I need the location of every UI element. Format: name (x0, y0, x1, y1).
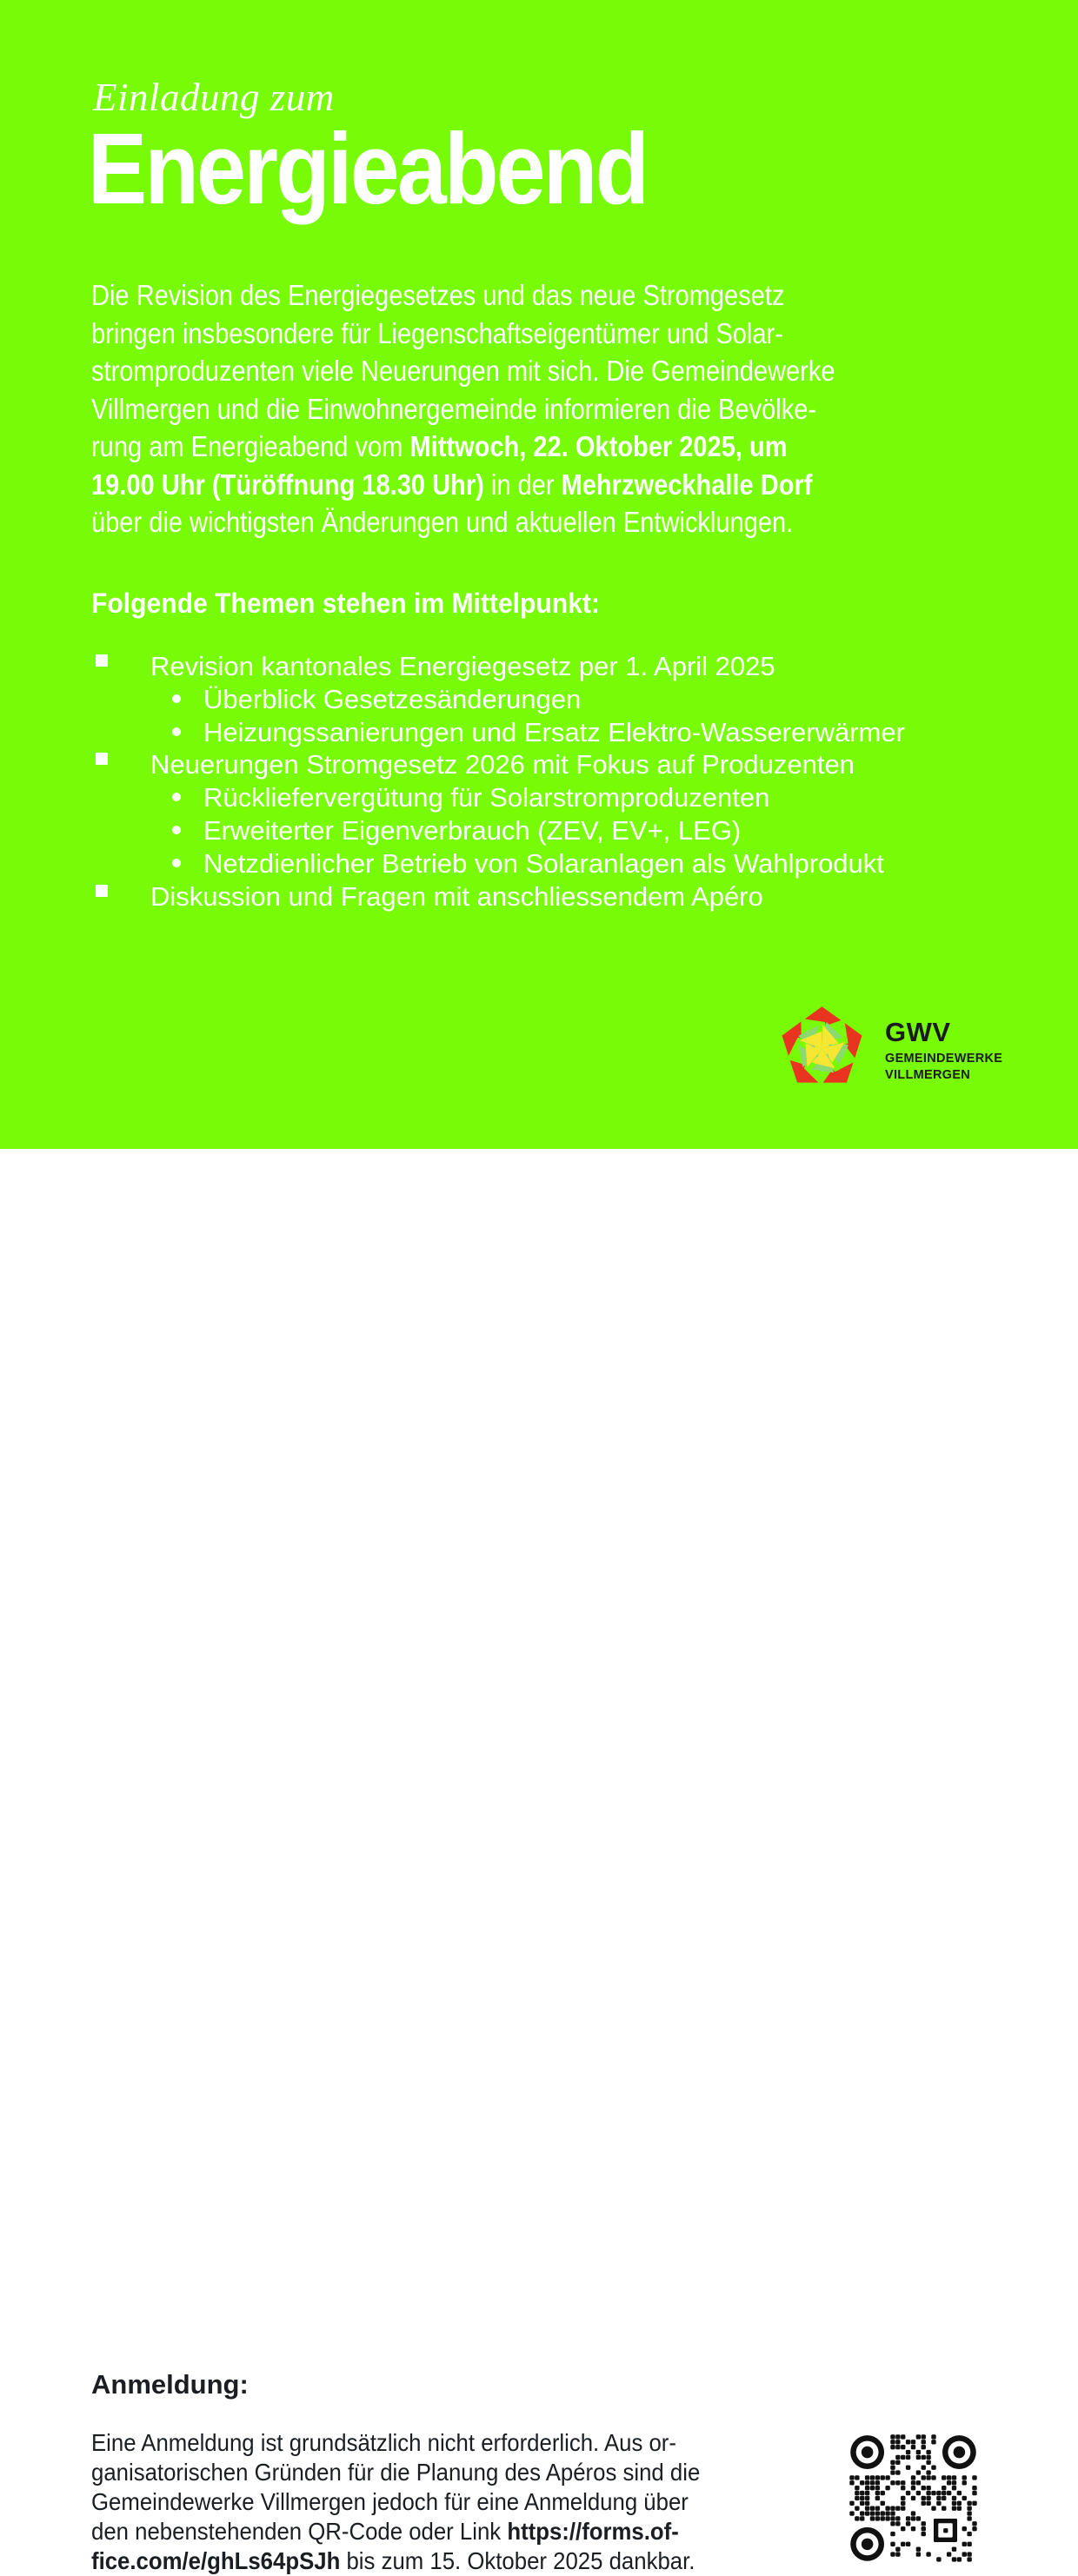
text-line (91, 2487, 859, 2517)
white-section (0, 1149, 1078, 2574)
list-item-label: Heizungssanierungen und Ersatz Elektro-Wassererwärmer (203, 716, 905, 747)
text-line (91, 352, 948, 390)
text: Gemeindewerke Villmergen jedoch für eine Anmeldung über (91, 2488, 689, 2515)
text: Eine Anmeldung ist grundsätzlich nicht erforderlich. Aus or- (91, 2429, 676, 2456)
list-item (91, 716, 1048, 749)
eyebrow: Einladung zum (93, 76, 335, 119)
page-title: Energieabend (88, 112, 648, 225)
text: bis zum 15. Oktober 2025 dankbar. (340, 2547, 695, 2574)
list-item-label: Neuerungen Stromgesetz 2026 mit Fokus auf Produzenten (150, 749, 855, 780)
text: Villmergen und die Einwohnergemeinde informieren die Bevölke- (91, 392, 817, 425)
bold-text: fice.com/e/ghLs64pSJh (91, 2547, 341, 2574)
square-bullet-icon (96, 654, 108, 667)
bold-text: 19.00 Uhr (Türöffnung 18.30 Uhr) (91, 468, 484, 501)
square-bullet-icon (96, 885, 108, 897)
themes-heading: Folgende Themen stehen im Mittelpunkt: (91, 588, 600, 619)
text-line (91, 466, 948, 504)
list-item (91, 748, 1048, 781)
intro-paragraph (91, 276, 948, 541)
logo-name-line2: VILLMERGEN (885, 1067, 971, 1082)
text-line (91, 2546, 859, 2576)
text: bringen insbesondere für Liegenschaftseigentümer und Solar- (91, 316, 783, 349)
list-item-label: Diskussion und Fragen mit anschliessendem Apéro (150, 880, 763, 912)
gwv-logo (776, 1003, 1037, 1099)
dot-bullet-icon (172, 694, 181, 703)
logo-name-line1: GEMEINDEWERKE (885, 1052, 1003, 1066)
pinwheel-logo-icon (776, 1003, 868, 1094)
text: stromproduzenten viele Neuerungen mit sich. Die Gemeindewerke (91, 355, 835, 387)
dot-bullet-icon (172, 793, 181, 801)
list-item (91, 880, 1048, 913)
text-line (91, 390, 948, 428)
list-item-label: Erweiterter Eigenverbrauch (ZEV, EV+, LEG) (203, 814, 742, 846)
square-bullet-icon (96, 753, 108, 765)
green-section (0, 0, 1078, 1149)
list-item (91, 847, 1048, 880)
list-item (91, 683, 1048, 716)
list-item-label: Überblick Gesetzesänderungen (203, 683, 582, 714)
text-line (91, 315, 948, 353)
dot-bullet-icon (172, 826, 181, 834)
text: Die Revision des Energiegesetzes und das neue Stromgesetz (91, 279, 785, 311)
bold-text: Mehrzweckhalle Dorf (561, 468, 813, 501)
text: in der (483, 468, 562, 501)
list-item (91, 781, 1048, 814)
list-item-label: Netzdienlicher Betrieb von Solaranlagen als Wahlprodukt (203, 847, 884, 879)
registration-heading: Anmeldung: (91, 2369, 249, 2400)
text-line (91, 503, 948, 541)
logo-acronym: GWV (885, 1017, 951, 1047)
list-item-label: Revision kantonales Energiegesetz per 1. April 2025 (150, 651, 775, 681)
text: rung am Energieabend vom (91, 430, 410, 462)
list-item-label: Rückliefervergütung für Solarstromproduzenten (203, 782, 770, 813)
logo-text (885, 1019, 1002, 1083)
text: ganisatorischen Gründen für die Planung des Apéros sind die (91, 2459, 701, 2486)
text-line (91, 276, 948, 315)
registration-paragraph (91, 2428, 859, 2576)
text-line (91, 428, 948, 466)
text-line (91, 2458, 859, 2487)
text-line (91, 2517, 859, 2546)
dot-bullet-icon (172, 859, 181, 867)
list-item (91, 650, 1048, 683)
bold-text: Mittwoch, 22. Oktober 2025, um (409, 430, 788, 462)
themes-list (91, 650, 1048, 913)
list-item (91, 814, 1048, 847)
qr-code (849, 2434, 977, 2566)
text-line (91, 2428, 859, 2458)
text: den nebenstehenden QR-Code oder Link (91, 2518, 508, 2545)
dot-bullet-icon (172, 727, 181, 736)
bold-text: https://forms.of- (507, 2518, 679, 2545)
text: über die wichtigsten Änderungen und aktuellen Entwicklungen. (91, 506, 794, 538)
